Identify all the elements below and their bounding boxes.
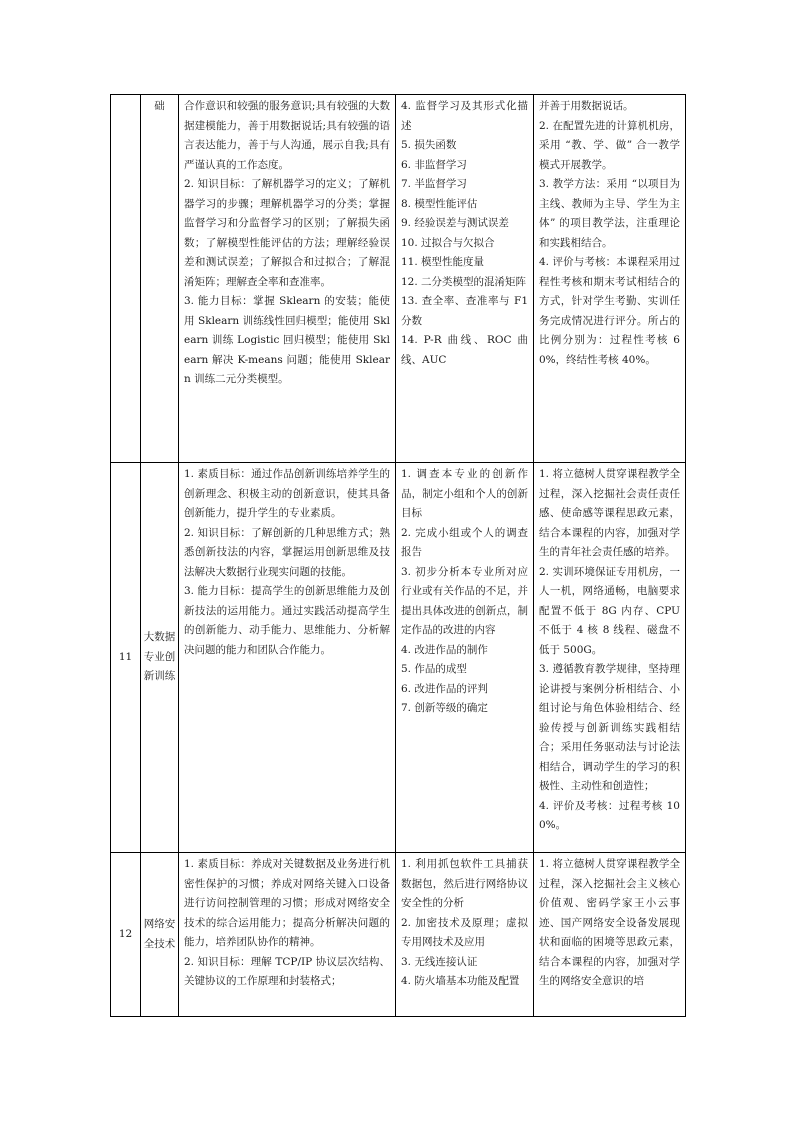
content-item: 3. 无线连接认证 [401,955,478,968]
content-item: 10. 过拟合与欠拟合 [401,236,495,249]
objective-item: 1. 素质目标：养成对关键数据及业务进行机密性保护的习惯；养成对网络关键入口设备进行访问控制管理的习惯；形成对网络安全技术的综合运用能力；提高分析解决问题的能力，培养团队协作的精神。 [184,858,390,948]
table-row [111,463,686,853]
requirements-cell [534,853,686,1017]
requirement-item: 3. 遵循教育教学规律，坚持理论讲授与案例分析相结合、小组讨论与角色体验相结合、经验传授与创新训练实践相结合；采用任务驱动法与讨论法相结合，调动学生的学习的积极性、主动性和创造性； [539,663,680,792]
objective-item: 3. 能力目标：提高学生的创新思维能力及创新技法的运用能力。通过实践活动提高学生的创新能力、动手能力、思维能力、分析解决问题的能力和团队合作能力。 [184,585,390,656]
course-number-cell [111,95,141,463]
content-cell [396,853,534,1017]
course-number-cell: 12 [111,853,141,1017]
requirement-item: 2. 在配置先进的计算机机房，采用 “教、学、做” 合一教学模式开展教学。 [539,119,680,171]
content-item: 4. 监督学习及其形式化描述 [401,100,528,132]
content-item: 3. 初步分析本专业所对应行业或有关作品的不足，并提出具体改进的创新点，制定作品的改进的内容 [401,565,528,636]
course-number-cell: 11 [111,463,141,853]
objective-item: 3. 能力目标：掌握 Sklearn 的安装；能使用 Sklearn 训练线性回归模型；能使用 Sklearn 训练 Logistic 回归模型；能使用 Sklearn 解决 K-means 问题；能使用 Sklearn 训练二元分类模型。 [184,295,390,385]
requirement-item: 2. 实训环境保证专用机房，一人一机，网络通畅，电脑要求配置不低于 8G 内存、CPU 不低于 4 核 8 线程、磁盘不低于 500G。 [539,565,680,656]
content-item: 14. P-R 曲线、ROC 曲线、AUC [401,334,528,366]
curriculum-table [110,94,686,1017]
content-cell [396,463,534,853]
objectives-cell [179,463,396,853]
content-item: 7. 半监督学习 [401,178,467,190]
content-item: 4. 改进作品的制作 [401,643,488,656]
objectives-cell [179,853,396,1017]
course-name-cell: 础 [141,95,179,463]
content-item: 2. 加密技术及原理；虚拟专用网技术及应用 [401,916,528,948]
content-cell [396,95,534,463]
requirement-item: 4. 评价与考核：本课程采用过程性考核和期末考试相结合的方式，针对学生考勤、实训任务完成情况进行评分。所占的比例分别为：过程性考核 60%，终结性考核 40%。 [539,256,680,366]
requirements-cell [534,463,686,853]
table-row [111,853,686,1017]
objectives-cell [179,95,396,463]
content-item: 4. 防火墙基本功能及配置 [401,975,520,987]
content-item: 7. 创新等级的确定 [401,702,488,714]
content-item: 5. 损失函数 [401,139,457,151]
content-item: 6. 改进作品的评判 [401,682,488,695]
table-row [111,95,686,463]
content-item: 6. 非监督学习 [401,158,467,171]
content-item: 11. 模型性能度量 [401,256,485,268]
course-name-cell: 大数据专业创新训练 [141,463,179,853]
content-item: 8. 模型性能评估 [401,197,478,210]
requirement-item: 4. 评价及考核：过程考核 100%。 [539,799,680,831]
objective-item: 2. 知识目标：了解机器学习的定义；了解机器学习的步骤；理解机器学习的分类；掌握监督学习和分监督学习的区别；了解损失函数；了解模型性能评估的方法；理解经验误差和测试误差；了解拟合和过拟合；了解混淆矩阵；理解查全率和查准率。 [184,178,390,288]
content-item: 1. 利用抓包软件工具捕获数据包，然后进行网络协议安全性的分析 [401,858,528,909]
content-item: 13. 查全率、查准率与 F1 分数 [401,295,528,327]
objective-item: 1. 素质目标：通过作品创新训练培养学生的创新理念、积极主动的创新意识，使其具备创新能力，提升学生的专业素质。 [184,468,390,519]
requirement-item: 1. 将立德树人贯穿课程教学全过程，深入挖掘社会责任责任感、使命感等课程思政元素，结合本课程的内容，加强对学生的青年社会责任感的培养。 [539,468,680,558]
requirement-item: 1. 将立德树人贯穿课程教学全过程，深入挖掘社会主义核心价值观、密码学家王小云事迹、国产网络安全设备发展现状和面临的困境等思政元素，结合本课程的内容，加强对学生的网络安全意识的培 [539,858,680,987]
requirement-item: 3. 教学方法：采用 “以项目为主线、教师为主导、学生为主体” 的项目教学法，注重理论和实践相结合。 [539,178,680,249]
content-item: 2. 完成小组或个人的调查报告 [401,526,528,558]
content-item: 1. 调查本专业的创新作品，制定小组和个人的创新目标 [401,468,528,519]
requirement-item: 并善于用数据说话。 [539,100,634,112]
objective-item: 2. 知识目标：了解创新的几种思维方式；熟悉创新技法的内容，掌握运用创新思维及技法解决大数据行业现实问题的技能。 [184,526,390,578]
content-item: 12. 二分类模型的混淆矩阵 [401,275,527,288]
content-item: 9. 经验误差与测试误差 [401,217,509,229]
course-name-cell: 网络安全技术 [141,853,179,1017]
requirements-cell [534,95,686,463]
objective-item: 合作意识和较强的服务意识;具有较强的大数据建模能力，善于用数据说话;具有较强的语言表达能力，善于与人沟通，展示自我;具有严谨认真的工作态度。 [184,100,390,171]
content-item: 5. 作品的成型 [401,663,467,675]
objective-item: 2. 知识目标：理解 TCP/IP 协议层次结构、关键协议的工作原理和封装格式； [184,955,390,987]
